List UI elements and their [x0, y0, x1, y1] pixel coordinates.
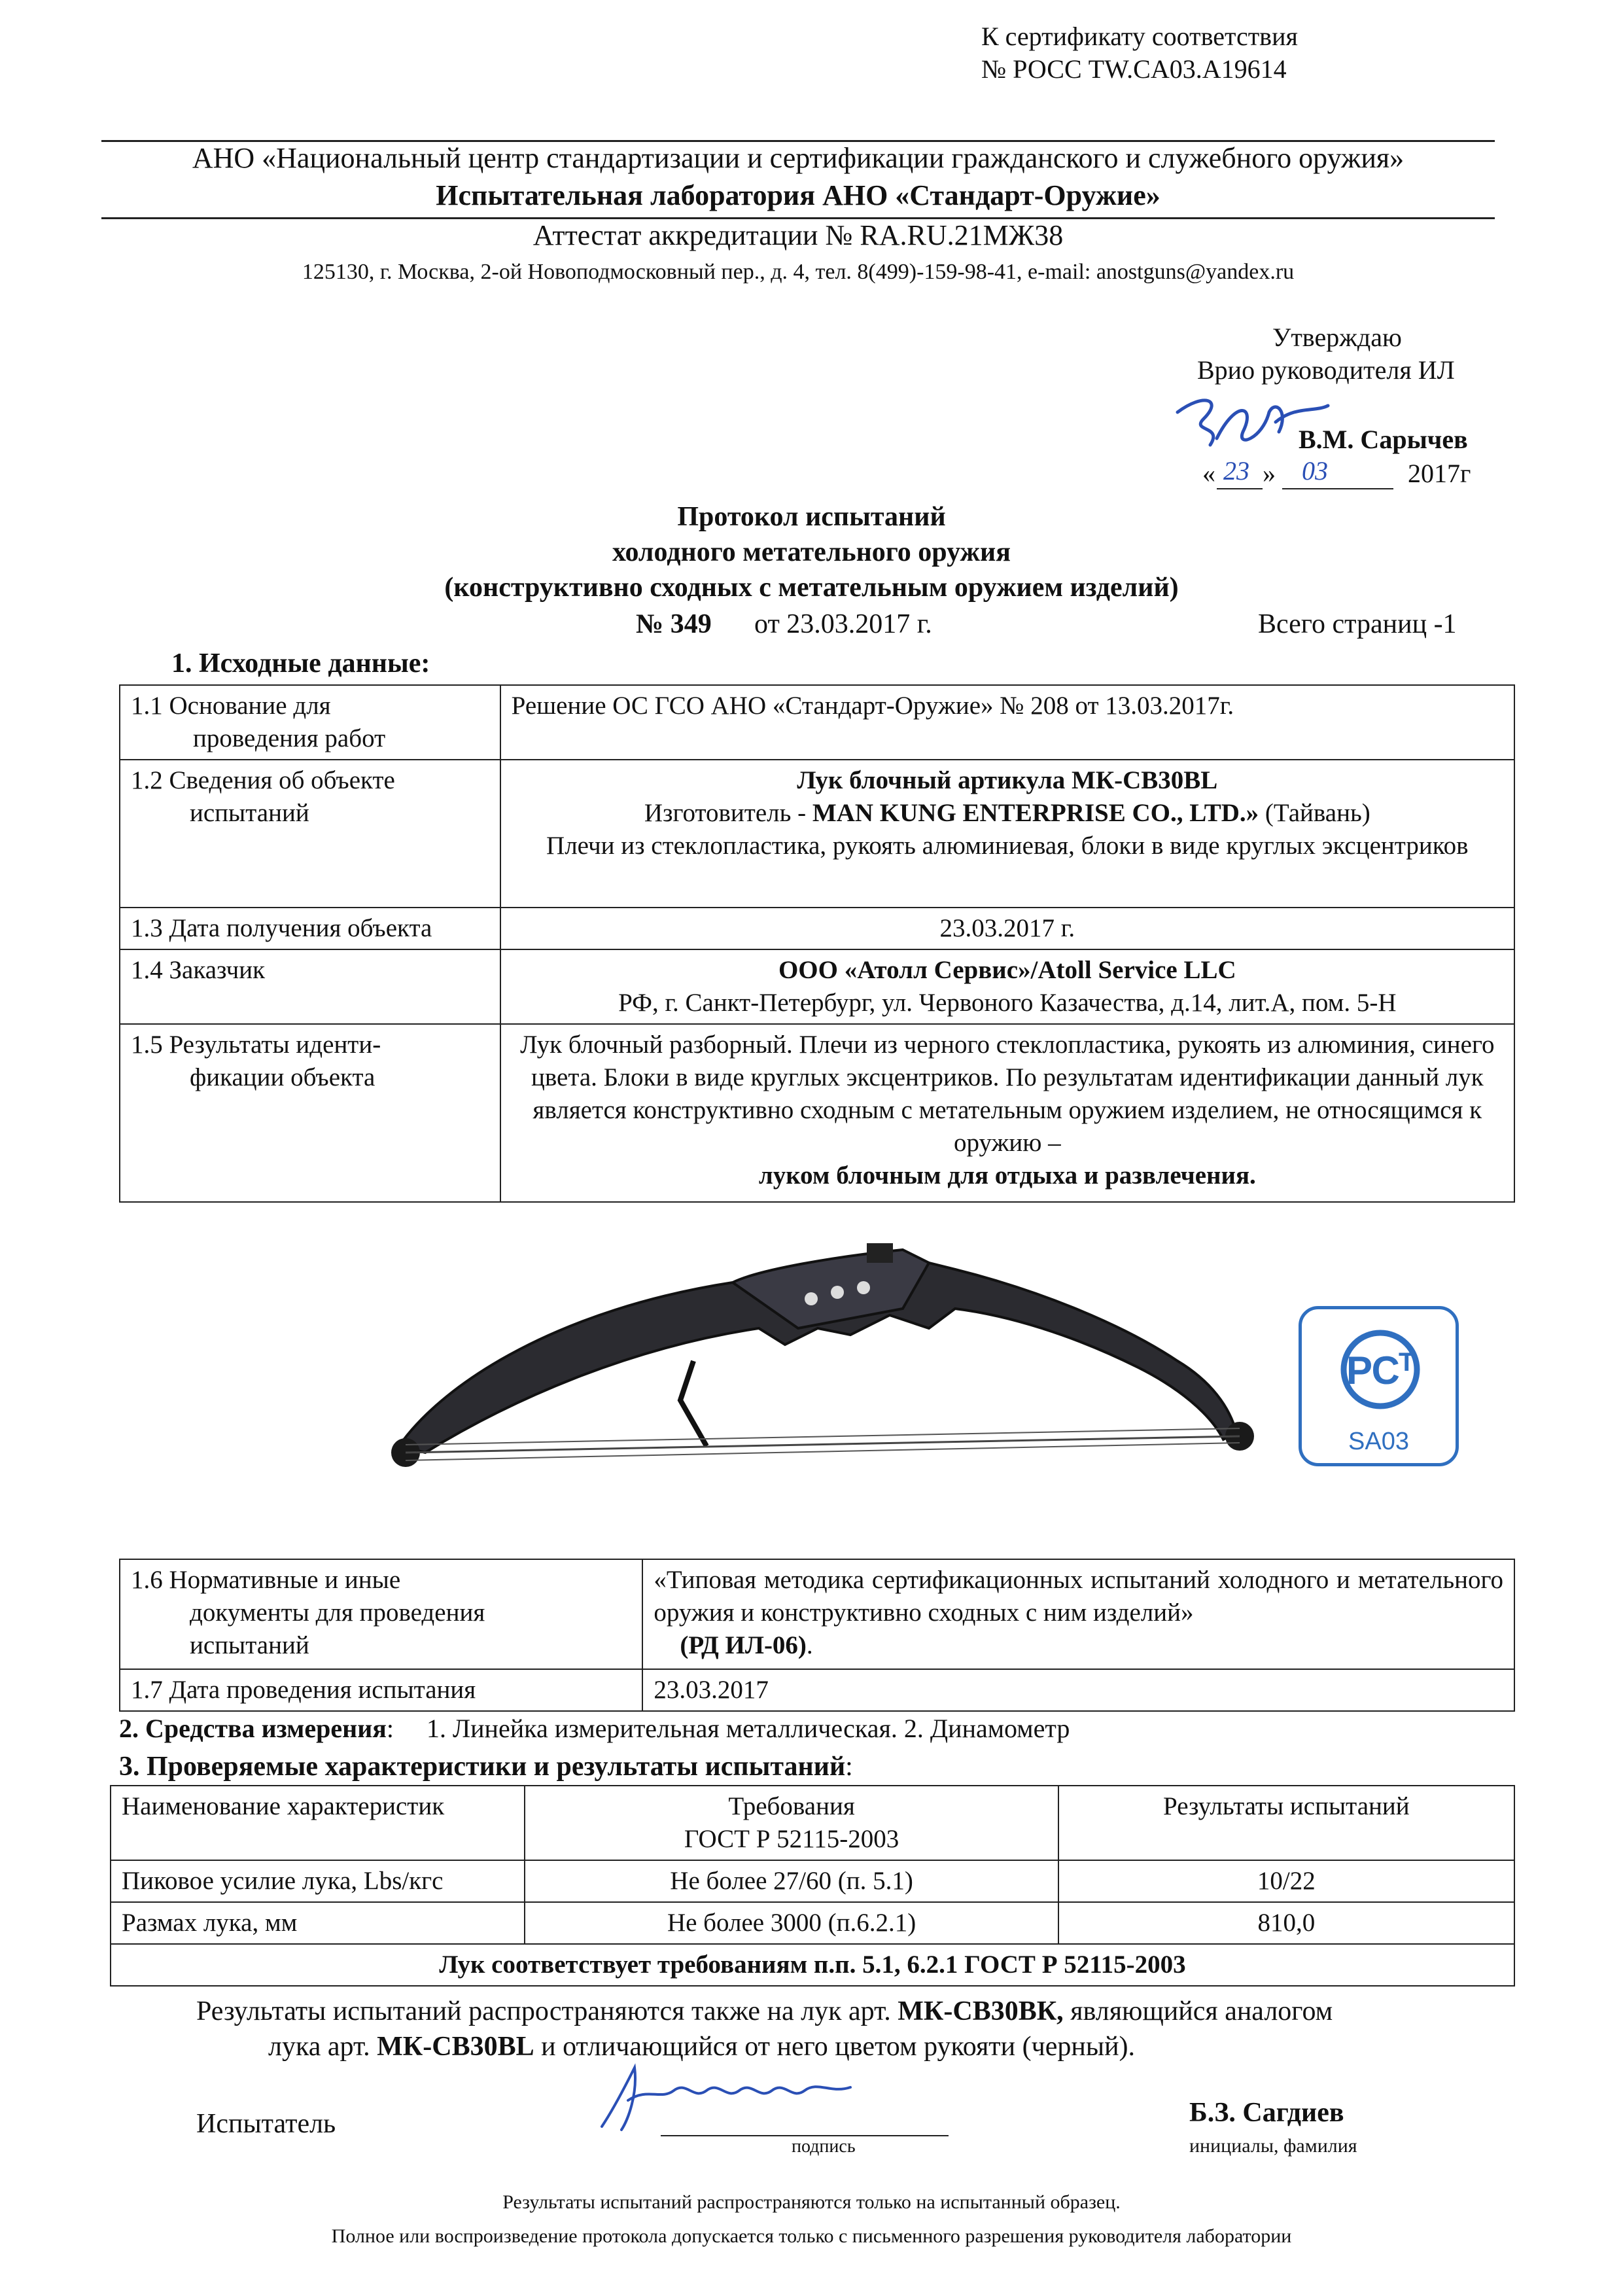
mfr-country: (Тайвань) — [1259, 799, 1370, 827]
methodology-title: «Типовая методика сертификационных испытаний холодного и метательного оружия и конструктивно сходных с ним изделий» — [654, 1566, 1503, 1627]
table-row — [111, 1902, 1514, 1944]
row-label-line: 1.5 Результаты иденти- — [131, 1031, 381, 1059]
protocol-number: № 349 — [636, 609, 712, 639]
section1-heading: 1. Исходные данные: — [171, 648, 430, 679]
col-header-req-line: Требования — [728, 1792, 855, 1820]
row-label-line: 1.6 Нормативные и иные — [131, 1566, 401, 1594]
certification-stamp — [1299, 1306, 1459, 1466]
row-value — [642, 1559, 1514, 1669]
table-row — [120, 949, 1514, 1024]
approval-date — [1197, 458, 1485, 491]
row-label — [120, 1559, 642, 1669]
mfr-prefix: Изготовитель - — [644, 799, 812, 827]
row-label-line: документы для проведения — [190, 1598, 485, 1627]
svg-text:Т: Т — [1399, 1348, 1415, 1377]
approver-position: Врио руководителя ИЛ — [1197, 355, 1455, 385]
object-title: Лук блочный артикула МК-СВ30BL — [797, 766, 1218, 794]
section2-line — [119, 1713, 1070, 1744]
approver-name: В.М. Сарычев — [1299, 425, 1468, 454]
row-label-line: фикации объекта — [190, 1063, 375, 1091]
section3-colon: : — [845, 1752, 853, 1782]
cert-ref-line2: № РОСС TW.CA03.A19614 — [981, 54, 1287, 84]
row-label-line: 1.2 Сведения об объекте — [131, 766, 395, 794]
extension-text: Результаты испытаний распространяются также на лук арт. — [196, 1996, 898, 2026]
row-label-line: испытаний — [190, 799, 309, 827]
cell-result: 10/22 — [1058, 1860, 1514, 1902]
date-year: 2017г — [1408, 459, 1471, 488]
row-label: 1.4 Заказчик — [120, 949, 500, 1024]
org-name: АНО «Национальный центр стандартизации и сертификации гражданского и служебного оружия» — [192, 142, 1405, 174]
row-value — [500, 760, 1514, 908]
row-label: 1.7 Дата проведения испытания — [120, 1669, 642, 1711]
title-line1: Протокол испытаний — [677, 502, 946, 532]
mfr-name: MAN KUNG ENTERPRISE CO., LTD.» — [812, 799, 1259, 827]
table-row — [120, 760, 1514, 908]
section3-line — [119, 1751, 853, 1782]
date-day-line — [1217, 488, 1263, 489]
col-header-requirements — [525, 1786, 1058, 1860]
rst-mark-icon — [1328, 1324, 1433, 1415]
col-header-name: Наименование характеристик — [111, 1786, 525, 1860]
section2-heading: 2. Средства измерения — [119, 1714, 387, 1743]
tester-name: Б.З. Сагдиев — [1189, 2098, 1344, 2128]
object-manufacturer — [512, 797, 1503, 830]
extension-text: и отличающийся от него цветом рукояти (черный). — [534, 2032, 1136, 2062]
row-label: 1.3 Дата получения объекта — [120, 908, 500, 949]
page-count: Всего страниц -1 — [1258, 609, 1457, 639]
extension-article: МК-СВ30ВК, — [898, 1996, 1064, 2026]
section3-heading: 3. Проверяемые характеристики и результаты испытаний — [119, 1752, 846, 1782]
footer-line2: Полное или воспроизведение протокола допускается только с письменного разрешения руководителя лаборатории — [331, 2225, 1292, 2247]
extension-line1 — [196, 1996, 1333, 2027]
normative-table — [119, 1559, 1515, 1712]
row-label — [120, 760, 500, 908]
customer-name: ООО «Атолл Сервис»/Atoll Service LLC — [778, 956, 1236, 984]
methodology-end: . — [806, 1631, 813, 1659]
row-value: Решение ОС ГСО АНО «Стандарт-Оружие» № 208 от 13.03.2017г. — [500, 685, 1514, 760]
date-close-quote: » — [1263, 459, 1276, 488]
section2-colon: : — [386, 1714, 394, 1743]
stamp-code: SA03 — [1348, 1428, 1409, 1455]
object-description: Плечи из стеклопластика, рукоять алюминиевая, блоки в виде круглых эксцентриков — [546, 832, 1469, 860]
protocol-date: от 23.03.2017 г. — [754, 609, 932, 639]
extension-text: являющийся аналогом — [1063, 1996, 1333, 2026]
date-month: 03 — [1302, 456, 1328, 486]
tester-signature-icon — [589, 2055, 877, 2140]
conclusion-cell: Лук соответствует требованиям п.п. 5.1, 6.2.1 ГОСТ Р 52115-2003 — [111, 1944, 1514, 1986]
extension-article: МК-СВ30BL — [377, 2032, 534, 2062]
title-line3: (конструктивно сходных с метательным оружием изделий) — [444, 573, 1179, 603]
lab-name: Испытательная лаборатория АНО «Стандарт-Оружие» — [436, 179, 1161, 211]
cert-ref-line1: К сертификату соответствия — [981, 22, 1298, 51]
table-row — [120, 1669, 1514, 1711]
tester-name-caption: инициалы, фамилия — [1189, 2135, 1357, 2157]
accreditation: Аттестат аккредитации № RA.RU.21МЖ38 — [532, 219, 1064, 251]
signature-caption: подпись — [792, 2136, 856, 2157]
table-row — [120, 908, 1514, 949]
approve-label: Утверждаю — [1272, 323, 1402, 352]
date-month-line — [1282, 488, 1393, 489]
date-open-quote: « — [1202, 459, 1215, 488]
row-label — [120, 1024, 500, 1202]
svg-text:РС: РС — [1346, 1349, 1400, 1392]
cell-requirement: Не более 3000 (п.6.2.1) — [525, 1902, 1058, 1944]
row-label-line: испытаний — [190, 1631, 309, 1659]
results-table — [110, 1785, 1515, 1987]
footer-line1: Результаты испытаний распространяются только на испытанный образец. — [502, 2191, 1121, 2213]
cell-result: 810,0 — [1058, 1902, 1514, 1944]
col-header-req-line: ГОСТ Р 52115-2003 — [684, 1825, 899, 1853]
table-header-row — [111, 1786, 1514, 1860]
row-value: 23.03.2017 г. — [500, 908, 1514, 949]
row-label-line: 1.1 Основание для — [131, 692, 331, 720]
extension-text: лука арт. — [268, 2032, 377, 2062]
table-row — [120, 1024, 1514, 1202]
row-value — [500, 1024, 1514, 1202]
table-row — [111, 1860, 1514, 1902]
identification-text: Лук блочный разборный. Плечи из черного стеклопластика, рукоять из алюминия, синего цвета. Блоки в виде круглых эксцентриков. По результатам идентификации данный лук является конструктивно сходным с метательным оружием изделием, не относящимся к оружию – — [520, 1031, 1495, 1157]
methodology-code: (РД ИЛ-06) — [680, 1631, 807, 1659]
section2-items: 1. Линейка измерительная металлическая. 2. Динамометр — [427, 1714, 1070, 1743]
identification-conclusion: луком блочным для отдыха и развлечения. — [758, 1161, 1256, 1190]
cell-name: Пиковое усилие лука, Lbs/кгс — [111, 1860, 525, 1902]
row-label — [120, 685, 500, 760]
row-value: 23.03.2017 — [642, 1669, 1514, 1711]
lab-address: 125130, г. Москва, 2-ой Новоподмосковный пер., д. 4, тел. 8(499)-159-98-41, e-mail: anostguns@yandex.ru — [302, 260, 1295, 284]
source-data-table — [119, 684, 1515, 1203]
tester-role: Испытатель — [196, 2109, 336, 2139]
row-value — [500, 949, 1514, 1024]
date-day: 23 — [1223, 456, 1249, 486]
table-row — [111, 1944, 1514, 1986]
table-row — [120, 1559, 1514, 1669]
compound-bow-image — [366, 1230, 1295, 1505]
cell-requirement: Не более 27/60 (п. 5.1) — [525, 1860, 1058, 1902]
customer-address: РФ, г. Санкт-Петербург, ул. Червоного Казачества, д.14, лит.А, пом. 5-Н — [618, 989, 1397, 1017]
cell-name: Размах лука, мм — [111, 1902, 525, 1944]
title-line2: холодного метательного оружия — [612, 537, 1011, 567]
col-header-results: Результаты испытаний — [1058, 1786, 1514, 1860]
table-row — [120, 685, 1514, 760]
row-label-line: проведения работ — [193, 724, 386, 752]
